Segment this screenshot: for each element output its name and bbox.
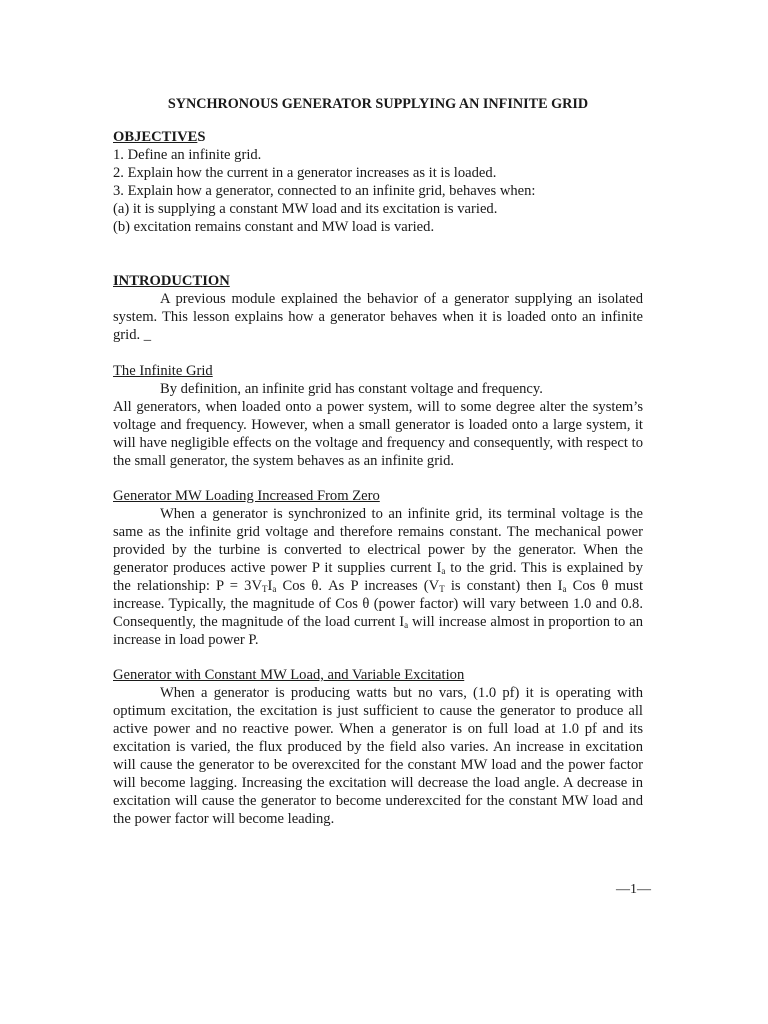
introduction-section: [113, 272, 643, 344]
mw-loading-heading: Generator MW Loading Increased From Zero: [113, 488, 380, 504]
excitation-text: When a generator is producing watts but no vars, (1.0 pf) it is operating with optimum excitation, the excitation is just sufficient to cause the generator to produce all active power and no reactive power. When a generator is on full load at 1.0 pf and its excitation is varied, the flux produced by the field also varies. An increase in excitation will cause the generator to be overexcited for the constant MW load and the power factor will become lagging. Increasing the excitation will decrease the load angle. A decrease in excitation will cause the generator to become underexcited for the constant MW load and the power factor will become leading.: [113, 685, 643, 827]
infinite-grid-text: All generators, when loaded onto a power system, will to some degree alter the system’s voltage and frequency. However, when a small generator is loaded onto a large system, it will have negligible effects on the voltage and frequency and consequently, with respect to the small generator, the system behaves as an infinite grid.: [113, 399, 643, 469]
infinite-grid-heading: The Infinite Grid: [113, 363, 213, 379]
introduction-text: A previous module explained the behavior of a generator supplying an isolated system. This lesson explains how a generator behaves when it is loaded onto an infinite grid. _: [113, 291, 643, 343]
excitation-heading: Generator with Constant MW Load, and Variable Excitation: [113, 667, 465, 683]
objective-item: (b) excitation remains constant and MW load is varied.: [113, 219, 435, 235]
objective-item: 3. Explain how a generator, connected to an infinite grid, behaves when:: [113, 183, 536, 199]
objective-item: 1. Define an infinite grid.: [113, 147, 262, 163]
objective-item: (a) it is supplying a constant MW load and its excitation is varied.: [113, 201, 498, 217]
infinite-grid-section: [113, 362, 643, 470]
mw-loading-section: [113, 487, 643, 649]
excitation-section: [113, 666, 643, 828]
mw-loading-text: When a generator is synchronized to an infinite grid, its terminal voltage is the same as the infinite grid voltage and therefore remains constant. The mechanical power provided by the turbine is converted to electrical power by the generator. When the generator produces active power P it supplies current $I_a$ to the grid. This is explained by the relationship: $P = 3V_TI_a$ Cos θ. As P increases ($V_T$ is constant) then $I_a$ Cos θ must increase. Typically, the magnitude of Cos θ (power factor) will vary between 1.0 and 0.8. Consequently, the magnitude of the load current $I_a$ will increase almost in proportion to an increase in load power P.: [113, 506, 643, 648]
objectives-heading: OBJECTIVES: [113, 129, 206, 145]
introduction-heading: INTRODUCTION: [113, 273, 230, 289]
objectives-section: [113, 128, 643, 236]
page-number: —1—: [616, 882, 651, 897]
infinite-grid-definition: By definition, an infinite grid has constant voltage and frequency.: [160, 381, 543, 397]
document-title: SYNCHRONOUS GENERATOR SUPPLYING AN INFINITE GRID: [167, 96, 589, 112]
objective-item: 2. Explain how the current in a generator increases as it is loaded.: [113, 165, 497, 181]
